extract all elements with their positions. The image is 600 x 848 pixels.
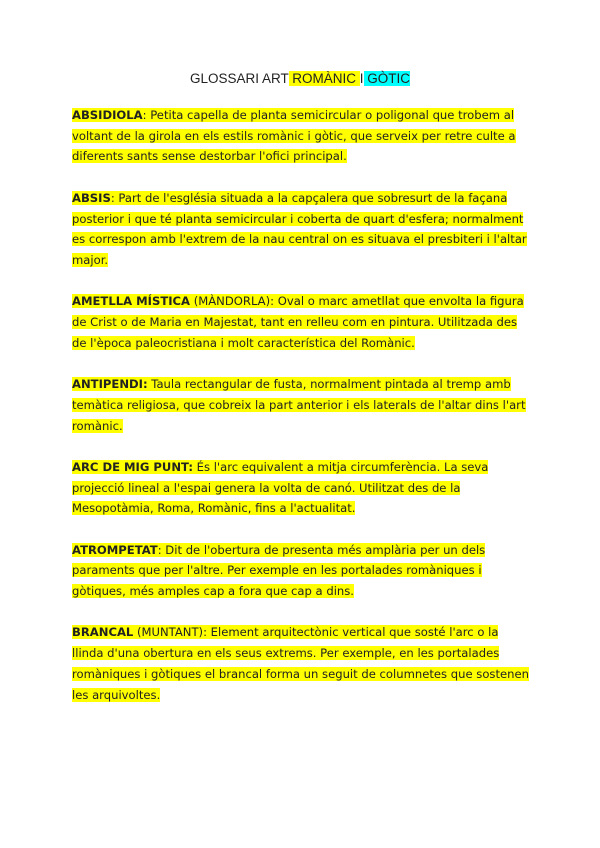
entry-definition: : Petita capella de planta semicircular o poligonal que trobem al voltant de la girola en els estils romànic i gòtic, que serveix per retre culte a diferents sants sense destorbar l'ofici principal. [72,108,516,164]
glossary-list [72,105,532,726]
title-highlight-gotic: GÒTIC [363,71,411,86]
entry-definition: : Part de l'església situada a la capçalera que sobresurt de la façana posterior i que té planta semicircular i coberta de quart d'esfera; normalment es correspon amb l'extrem de la nau central on es situava el presbiteri i l'altar major. [72,190,527,267]
entry-term: ARC DE MIG PUNT: [72,459,193,474]
entry-term: ABSIS [72,190,111,205]
entry-definition: : Element arquitectònic vertical que sosté l'arc o la llinda d'una obertura en els seus extrems. Per exemple, en les portalades romàniques i gòtiques el brancal forma un seguit de columnetes que sostenen les arquivoltes. [72,625,529,702]
glossary-entry-arc-de-mig-punt [72,457,532,519]
entry-term: ATROMPETAT [72,542,158,557]
entry-definition: És l'arc equivalent a mitja circumferència. La seva projecció lineal a l'espai genera la volta de canó. Utilitzat des de la Mesopotàmia, Roma, Romànic, fins a l'actualitat. [72,459,489,516]
glossary-entry-antipendi [72,374,532,436]
document-title [0,71,600,86]
title-highlight-romanic: ROMÀNIC [288,71,360,86]
entry-alt-term: (MÀNDORLA) [190,294,271,309]
title-text: GLOSSARI ART [189,71,289,86]
glossary-entry-atrompetat [72,540,532,602]
glossary-entry-absis [72,188,532,271]
title-conjunction: I [359,71,364,86]
glossary-entry-ametlla-mistica [72,291,532,353]
glossary-entry-brancal [72,622,532,705]
entry-term: AMETLLA MÍSTICA [72,294,191,309]
entry-definition: Taula rectangular de fusta, normalment pintada al tremp amb temàtica religiosa, que cobreix la part anterior i els laterals de l'altar dins l'art romànic. [72,377,526,433]
entry-term: ABSIDIOLA [72,108,143,122]
entry-term: BRANCAL [72,625,134,640]
entry-term: ANTIPENDI: [72,377,148,392]
entry-definition: : Dit de l'obertura de presenta més amplària per un dels paraments que per l'altre. Per exemple en les portalades romàniques i gòtiques, més amples cap a fora que cap a dins. [72,542,486,599]
glossary-entry-absidiola [72,105,532,167]
entry-definition: : Oval o marc ametllat que envolta la figura de Crist o de Maria en Majestat, tant en relleu com en pintura. Utilitzada des de l'època paleocristiana i molt característica del Romànic. [72,294,524,350]
entry-alt-term: (MUNTANT) [133,625,204,640]
